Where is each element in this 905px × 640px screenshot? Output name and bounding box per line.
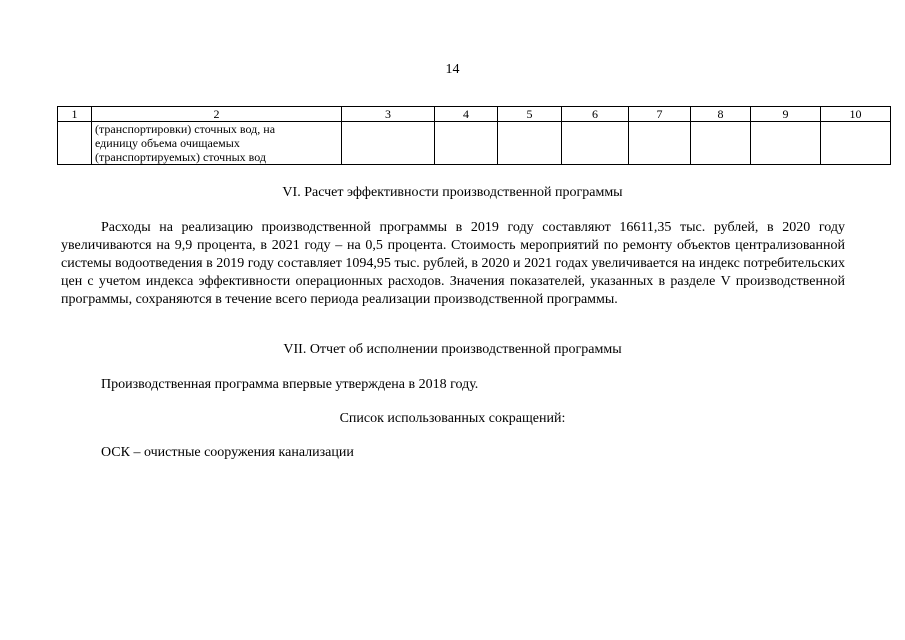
indicator-line: (транспортировки) сточных вод, на <box>95 122 276 136</box>
section-6-heading: VI. Расчет эффективности производственной программы <box>282 185 623 200</box>
table-header-cell: 3 <box>342 107 435 122</box>
table-cell <box>821 122 891 165</box>
table-cell <box>562 122 629 165</box>
table-header-cell: 10 <box>821 107 891 122</box>
table-cell <box>691 122 751 165</box>
table-cell <box>58 122 92 165</box>
table-cell <box>342 122 435 165</box>
table-header-cell: 7 <box>629 107 691 122</box>
table-header-cell: 9 <box>751 107 821 122</box>
section-6-paragraph <box>61 219 845 309</box>
table-cell <box>498 122 562 165</box>
table-header-cell: 4 <box>435 107 498 122</box>
section-7-heading: VII. Отчет об исполнении производственной программы <box>283 342 622 357</box>
abbreviation-item: ОСК – очистные сооружения канализации <box>101 445 354 460</box>
indicators-table <box>57 106 891 165</box>
indicator-line: (транспортируемых) сточных вод <box>95 150 267 164</box>
abbreviations-heading: Список использованных сокращений: <box>339 411 566 426</box>
table-header-cell: 2 <box>92 107 342 122</box>
section-7-paragraph: Производственная программа впервые утверждена в 2018 году. <box>101 377 479 392</box>
table-header-cell: 1 <box>58 107 92 122</box>
table-header-cell: 6 <box>562 107 629 122</box>
section-6-text: Расходы на реализацию производственной программы в 2019 году составляют 16611,35 тыс. рублей, в 2020 году увеличиваются на 9,9 процента, в 2021 году – на 0,5 процента. Стоимость мероприятий по ремонту объектов централизованной системы водоотведения в 2019 году составляет 1094,95 тыс. рублей, в 2020 и 2021 годах увеличивается на индекс потребительских цен с учетом индекса эффективности операционных расходов. Значения показателей, указанных в разделе V производственной программы, сохраняются в течение всего периода реализации производственной программы. <box>61 220 845 307</box>
indicator-line: единицу объема очищаемых <box>95 136 240 150</box>
table-header-row <box>58 107 891 122</box>
table-cell <box>751 122 821 165</box>
table-cell <box>435 122 498 165</box>
table-header-cell: 8 <box>691 107 751 122</box>
table-header-cell: 5 <box>498 107 562 122</box>
page-number: 14 <box>445 62 460 77</box>
table-cell <box>629 122 691 165</box>
table-cell-indicator <box>92 122 342 165</box>
table-row <box>58 122 891 165</box>
